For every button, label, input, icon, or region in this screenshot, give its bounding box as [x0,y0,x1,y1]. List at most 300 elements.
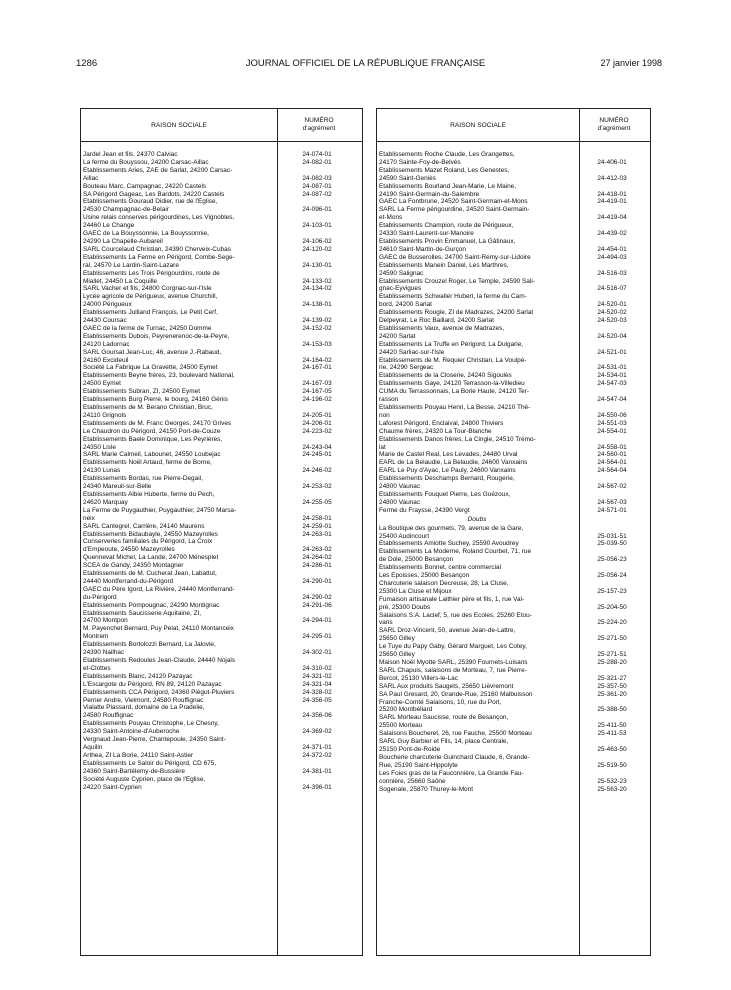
approval-number: 24-138-01 [302,301,332,309]
approval-number: 25-157-23 [597,587,627,595]
table-row [379,564,649,580]
establishment-name: Etablissements de la Closerie, 24240 Sigoulès [379,372,512,380]
establishment-name: Etablissements Bonnet, centre commercial Les Epoisses, 25000 Besançon [379,564,502,580]
table-row [83,736,361,752]
establishment-name: Etablissements Rougie, ZI de Madrazes, 24200 Sarlat [379,309,534,317]
table-row [83,151,361,159]
table-row [83,562,361,570]
table-row [83,167,361,183]
establishment-name: Etablissements Blanc, 24120 Pazayac [83,672,193,680]
establishment-name: Ferme du Fraysse, 24390 Vergt [379,506,470,514]
establishment-name: Etablissements Schwaller Hubert, la ferme du Cam- bord, 24200 Sarlat [379,293,527,309]
table-row [379,428,649,436]
establishment-name: Société Auguste Cyprien, place de l'Eglise, 24220 Saint-Cyprien [83,775,206,791]
table-row [379,525,649,541]
table-row [83,776,361,792]
approval-number: 25-463-50 [597,745,627,753]
table-row [379,183,649,199]
establishment-name: La ferme du Bouyssou, 24200 Carsac-Aillac [83,158,209,166]
approval-number: 24-223-02 [302,427,332,435]
establishment-name: SARL Vacher et fils, 24800 Corgnac-sur-l'Isle [83,285,212,293]
approval-number: 24-567-03 [597,498,627,506]
establishment-name: Etablissements Pompougnac, 24290 Montignac [83,601,220,609]
table-row [83,364,361,372]
approval-number: 24-494-03 [597,253,627,261]
table-row [379,372,649,380]
table-row [83,246,361,254]
establishment-name: Etablissements de M. Berano Christian, Bruc, 24110 Grignols [83,404,213,419]
table-row [379,659,649,667]
establishment-name: Etablissements Fouquet Pierre, Les Guézoux, 24800 Vaunac [379,490,511,506]
establishment-name: GAEC de Busserolles, 24700 Saint-Rémy-sur-Lidoire [379,253,531,261]
approval-number: 24-521-01 [597,348,627,356]
establishment-name: Etablissements Deschamps Bernard, Rougerie, 24800 Vaunac [379,475,515,491]
table-row [83,554,361,562]
approval-number: 24-454-01 [597,245,627,253]
establishment-name: Usine relais conserves périgourdines, Les Vignobles, 24460 Le Change [83,214,235,230]
table-row [83,641,361,657]
table-row [83,325,361,333]
table-row [83,720,361,736]
approval-number: 24-369-02 [302,728,332,736]
establishment-name: Société La Fabrique La Gravette, 24500 Eymet [83,364,218,372]
approval-number: 24-246-02 [302,467,332,475]
approval-number: 24-419-04 [597,214,627,222]
establishment-name: Etablissements de M. Franc Georges, 24170 Grives [83,419,232,427]
approval-number: 24-164-02 [302,356,332,364]
establishment-name: Boucherie charcuterie Guinchard Claude, 6, Grande- Rue, 25190 Saint-Hippolyte [379,753,530,769]
approval-number: 25-288-20 [597,659,627,666]
establishment-name: SARL Chapuis, salaisons de Morteau, 7, rue Pierre- Bercot, 25130 Villers-le-Lac [379,666,527,682]
approval-number: 24-286-01 [302,562,332,570]
page-number: 1286 [76,58,98,69]
table-row [379,167,649,183]
table-row [83,388,361,396]
establishment-name: Franche-Comté Salaisons, 10, rue du Port, 25200 Montbéliard [379,698,502,714]
establishment-name: SARL Droz-Vincent, 50, avenue Jean-de-Lattre, 25650 Gilley [379,627,516,643]
establishment-name: SARL La Ferme périgourdine, 24520 Saint-Germain- et-Mons [379,206,530,222]
establishment-name: Lycée agricole de Périgueux, avenue Churchill, 24000 Périgueux [83,293,218,309]
approval-number: 25-357-50 [597,682,627,690]
approval-number: 24-554-01 [597,427,627,435]
establishment-name: SARL Aux produits Saugets, 25650 Lièvremont [379,682,514,690]
right-table [376,108,651,956]
approval-number: 25-532-23 [597,777,627,785]
table-row [83,214,361,230]
table-row [83,673,361,681]
establishment-name: Etablissements Gouraud Didier, rue de l'Eglise, 24530 Champagnac-de-Belair [83,198,218,214]
table-row [379,548,649,564]
table-row [83,760,361,776]
approval-number: 24-255-05 [302,498,332,506]
table-row [83,191,361,199]
table-header [377,109,650,142]
approval-number: 24-419-01 [597,198,627,206]
approval-number: 24-087-01 [302,182,332,190]
table-row [83,436,361,452]
table-row [83,198,361,214]
establishment-name: SARL Marie Calmeil, Labounet, 24550 Loubejac [83,451,221,459]
approval-number: 24-130-01 [302,261,332,269]
establishment-name: Etablissements Vaux, avenue de Madrazes, 24200 Sarlat [379,324,505,340]
establishment-name: Etablissements Crouzel Roger, Le Temple, 24590 Sali- gnac-Eyvigues [379,277,535,293]
table-row [379,596,649,612]
approval-number: 24-106-02 [302,237,332,245]
establishment-name: Conserveries familiales du Périgord, La Croix d'Empeoute, 24550 Mazeyrolles [83,538,213,554]
establishment-name: SARL Goursat Jean-Luc, 46, avenue J.-Rabaud, 24160 Excideuil [83,348,222,364]
establishment-name: Delpeyrat, Le Roc Baillard, 24200 Sarlat [379,317,494,325]
table-row [379,451,649,459]
table-row [83,428,361,436]
table-row [379,699,649,715]
establishment-name: Etablissements Champion, route de Périgueux, 24330 Saint-Laurent-sur-Manoire [379,222,514,238]
approval-number: 24-133-02 [302,277,332,285]
establishment-name: Etablissements Dubois, Peyrenerenoc-de-la-Peyre, 24120 Ladornac [83,332,230,348]
establishment-name: Perrier Andre, Vielmont, 24580 Rouffignac [83,696,204,704]
establishment-name: SARL Courcelaud Christian, 24390 Cherveix-Cubas [83,245,231,253]
approval-number: 24-547-04 [597,396,627,404]
table-row [83,459,361,475]
table-row [83,657,361,673]
approval-number: 24-167-03 [302,380,332,388]
establishment-name: Quennevat Michel, La Lande, 24700 Ménesplet [83,554,219,562]
table-row [83,230,361,246]
establishment-name: SARL Morteau Saucisse, route de Besançon, 25500 Morteau [379,714,509,730]
approval-number: 25-321-27 [597,674,627,682]
approval-number: 24-139-02 [302,317,332,325]
approval-number: 24-167-01 [302,364,332,372]
establishment-name: Etablissements La Moderne, Roland Courbet, 71, rue de Dole, 25000 Besançon [379,548,532,564]
establishment-name: Etablissements Bordas, rue Pierre-Degail, 24340 Mareuil-sur-Belle [83,475,203,491]
approval-number: 24-439-02 [597,230,627,238]
approval-number: 24-520-03 [597,317,627,325]
approval-number: 24-371-01 [302,743,332,751]
table-row [379,691,649,699]
approval-number: 24-321-04 [302,680,332,688]
establishment-name: Etablissements Subran, ZI, 24500 Eymet [83,388,201,396]
approval-number: 24-263-02 [302,546,332,554]
approval-number: 24-082-01 [302,158,332,166]
table-row [83,285,361,293]
approval-number: 24-531-01 [597,364,627,372]
establishment-name: Fumaison artisanale Laithier père et fils, 1, rue Val- pré, 25300 Doubs [379,595,525,611]
establishment-name: Etablissements La Ferme en Périgord, Combe-Sege- ral, 24570 Le Lardin-Saint-Lazare [83,253,235,269]
approval-number: 24-550-06 [597,411,627,419]
approval-number: 24-243-04 [302,443,332,451]
table-row [379,278,649,294]
establishment-name: Etablissements Bortolozzi Bernard, La Jalovie, 24390 Nailhac [83,641,216,657]
establishment-name: Maison Noël Myotte SARL, 25390 Fournets-Luisans [379,659,528,666]
table-row [83,309,361,325]
establishment-name: Bouteau Marc, Campagnac, 24220 Castels [83,182,207,190]
establishment-name: SA Paul Gresard, 20, Grande-Rue, 25160 Malbuisson [379,690,533,698]
issue-date: 27 janvier 1998 [600,58,662,68]
table-row [379,238,649,254]
table-row [83,602,361,610]
establishment-name: Le Tuye du Papy Gaby, Gérard Marguet, Les Cotey, 25650 Gilley [379,643,527,659]
approval-number: 24-551-03 [597,419,627,427]
establishment-name: Etablissements Les Trois Périgourdins, route de Miallet, 24450 La Coquille [83,269,220,285]
approval-number: 24-153-03 [302,340,332,348]
approval-number: 24-291-06 [302,601,332,609]
establishment-name: Etablissements Bourland Jean-Marie, Le Maine, 24190 Saint-Germain-du-Salembre [379,182,517,198]
establishment-name: GAEC du Père Igord, La Rivière, 24440 Montferrand- du-Périgord [83,585,235,601]
establishment-name: Etablissements Aries, ZAE de Sarlat, 24200 Carsac- Aillac [83,166,233,182]
approval-number: 24-302-01 [302,649,332,657]
col-header-number: NUMÉRO d'agrément [302,117,336,132]
establishment-name: Laforest Périgord, Enclaival, 24800 Thiviers [379,419,504,427]
approval-number: 24-321-02 [302,672,332,680]
establishment-name: Etablissements Amiotte Suchey, 25590 Avoudrey [379,540,519,548]
establishment-name: Vergnaud Jean-Pierre, Chantepoule, 24350 Saint- Aquilin [83,736,226,751]
establishment-name: La Boutique des gourmets, 79, avenue de la Gare, 25400 Audincourt [379,524,524,540]
establishment-name: Vialatte Plassard, domaine de La Pradelie, 24580 Rouffignac [83,704,205,720]
table-row [83,254,361,270]
left-table [80,108,363,956]
approval-number: 24-264-02 [302,554,332,562]
approval-number: 25-271-51 [597,651,627,659]
table-row [83,689,361,697]
establishment-name: GAEC La Fontbrune, 24520 Saint-Germain-et-Mons [379,198,528,206]
table-row [83,704,361,720]
establishment-name: EARL de La Belaudie, La Belaudie, 24600 Vanxains [379,459,528,467]
establishment-name: Etablissements de M. Cucherat Jean, Labattut, 24440 Montferrand-du-Périgord [83,570,217,585]
table-row [83,507,361,523]
table-row [379,540,649,548]
table-row [83,538,361,554]
table-row [379,683,649,691]
table-row [83,475,361,491]
approval-number: 24-253-02 [302,483,332,491]
table-row [83,293,361,309]
establishment-name: Etablissements Julliand François, Le Petit Cerf, 24430 Coursac [83,309,218,325]
approval-number: 24-167-05 [302,388,332,396]
table-row [83,404,361,420]
establishment-name: Etablissements Gaye, 24120 Terrasson-la-Villedieu [379,380,525,388]
approval-number: 25-411-53 [597,730,627,738]
table-row [83,570,361,586]
establishment-name: Etablissements CCA Périgord, 24360 Piégut-Pluviers [83,688,235,696]
establishment-name: Etablissements Provin Emmanuel, La Gâtinaux, 24610 Saint-Martin-de-Gurçon [379,237,516,253]
establishment-name: Etablissements Burg Pierre, le bourg, 24160 Génis [83,396,228,404]
approval-number: 24-372-02 [302,751,332,759]
approval-number: 24-571-01 [597,506,627,514]
approval-number: 25-056-23 [597,556,627,564]
table-header [81,109,362,142]
table-row [379,388,649,404]
establishment-name: Marie de Castel Real, Les Levades, 24480 Urval [379,451,518,459]
approval-number: 25-411-50 [597,722,627,730]
approval-number: 24-520-04 [597,332,627,340]
table-row [379,580,649,596]
approval-number: 24-263-01 [302,530,332,538]
establishment-name: Jardel Jean et fils, 24370 Calviac [83,151,178,158]
table-row [83,159,361,167]
table-row [83,183,361,191]
approval-number: 24-294-01 [302,617,332,625]
approval-number: 24-082-03 [302,174,332,182]
table-row [83,752,361,760]
approval-number: 25-224-20 [597,619,627,627]
approval-number: 24-328-02 [302,688,332,696]
establishment-name: Etablissements Noël Artaud, ferme de Borne, 24130 Lunas [83,459,212,475]
approval-number: 24-520-02 [597,309,627,317]
establishment-name: M. Payenchet Bernard, Puy Pelat, 24110 Montanceix Montrem [83,625,234,641]
approval-number: 24-412-03 [597,174,627,182]
table-row [83,270,361,286]
approval-number: 24-205-01 [302,411,332,419]
establishment-name: Chaume frères, 24320 La Tour-Blanche [379,427,492,435]
table-row [83,349,361,365]
approval-number: 24-245-01 [302,451,332,459]
table-row [379,730,649,738]
approval-number: 25-563-20 [597,785,627,793]
table-row [379,206,649,222]
table-row [379,420,649,428]
establishment-name: EARL Le Puy d'Ayac, Le Pauly, 24600 Vanxains [379,467,516,475]
approval-number: 24-516-07 [597,285,627,293]
approval-number: 24-534-01 [597,372,627,380]
approval-number: 24-396-01 [302,783,332,791]
establishment-name: Etablissements La Truffe en Périgord, La Dulgarie, 24420 Sarliac-sur-l'Isle [379,340,524,356]
establishment-name: Etablissements Le Saloir du Périgord, CD 675, 24360 Saint-Bartélemy-de-Bussière [83,759,217,775]
table-row [83,531,361,539]
establishment-name: L'Escargote du Périgord, RN 89, 24120 Pazayac [83,680,222,688]
approval-number: 24-558-01 [597,443,627,451]
establishment-name: SARL Cantegrel, Carrière, 24140 Maurens [83,522,205,530]
approval-number: 24-206-01 [302,419,332,427]
approval-number: 24-520-01 [597,301,627,309]
table-row [379,309,649,317]
establishment-name: Salaisons S.A. Laclef, 5, rue des Ecoles, 25260 Etou- vans [379,611,532,627]
table-row [379,325,649,341]
approval-number: 24-310-02 [302,664,332,672]
table-row [379,667,649,683]
journal-title: JOURNAL OFFICIEL DE LA RÉPUBLIQUE FRANÇAISE [245,58,486,69]
table-row [379,786,649,794]
approval-number: 24-120-02 [302,245,332,253]
establishment-name: Etablissements Danos frères, La Cingle, 24510 Trémo- lat [379,435,536,451]
table-row [83,681,361,689]
col-header-name: RAISON SOCIALE [151,121,207,129]
table-row [379,357,649,373]
establishment-name: Etablissements de M. Requier Christian, La Voulpé- rie, 24290 Sergeac [379,356,527,372]
table-row [379,341,649,357]
approval-number: 25-519-50 [597,761,627,769]
table-row [83,625,361,641]
approval-number: 24-259-01 [302,522,332,530]
approval-number: 24-564-01 [597,459,627,467]
table-row [379,380,649,388]
approval-number: 24-356-05 [302,696,332,704]
table-row [379,770,649,786]
approval-number: 25-056-24 [597,572,627,580]
establishment-name: Etablissements Beyne frères, 23, boulevard National, 24500 Eymet [83,372,235,388]
establishment-name: Etablissements Baele Dominique, Les Peyrières, 24350 Lisle [83,435,223,451]
table-row [379,293,649,309]
establishment-name: GAEC de La Bouyssonnie, La Bouyssonnie, 24290 La Chapelle-Aubareil [83,230,209,245]
table-row [83,523,361,531]
table-row [379,754,649,770]
table-row [379,738,649,754]
table-row [83,451,361,459]
table-row [379,714,649,730]
establishment-name: Etablissements Albie Huberte, ferme du Pech, 24620 Marquay [83,490,215,506]
establishment-name: Etablissements Redoules Jean-Claude, 24440 Nojals et-Clottes [83,657,236,672]
table-row [379,627,649,643]
establishment-name: Les Foies gras de la Fauconnière, La Grande Fau- connière, 25660 Saône [379,769,524,785]
approval-number: 24-134-02 [302,285,332,293]
establishment-name: GAEC de la ferme de Turnac, 24250 Domme [83,324,212,332]
table-rows [379,151,649,793]
establishment-name: Charcuterie salaison Decreuse, 28, La Cluse, 25300 La Cluse et Mijoux [379,579,509,595]
table-row [379,151,649,167]
approval-number: 24-096-01 [302,206,332,214]
approval-number: 25-039-50 [597,540,627,548]
approval-number: 24-418-01 [597,190,627,198]
approval-number: 25-204-50 [597,603,627,611]
table-row [83,697,361,705]
table-rows [83,151,361,791]
approval-number: 24-567-02 [597,483,627,491]
approval-number: 24-356-06 [302,712,332,720]
establishment-name: SA Périgord Gageac, Les Bardots, 24220 Castels [83,190,225,198]
table-row [83,420,361,428]
section-heading: Doubs [467,515,487,523]
establishment-name: Etablissements Roche Claude, Les Grangettes, 24170 Sainte-Foy-de-Belvès [379,151,515,166]
establishment-name: Arthea, ZI La Borie, 24110 Saint-Astier [83,751,194,759]
establishment-name: SARL Guy Barbier et Fils, 14, place Centrale, 25150 Pont-de-Roide [379,738,509,753]
table-row [379,475,649,491]
approval-number: 24-564-04 [597,467,627,475]
approval-number: 25-361-20 [597,690,627,698]
approval-number: 24-406-01 [597,158,627,166]
col-header-number: NUMÉRO d'agrément [597,117,631,132]
table-row [83,396,361,404]
table-row [379,459,649,467]
establishment-name: Le Chaudron du Périgord, 24150 Port-de-Couze [83,427,221,435]
table-row [379,404,649,420]
table-row [83,610,361,626]
establishment-name: Etablissements Pouyau Christophe, Le Chesny, 24330 Saint-Antoine-d'Auberoche [83,720,219,736]
establishment-name: Etablissements Bidaubayle, 24550 Mazeyrolles [83,530,218,538]
approval-number: 25-031-51 [597,532,627,540]
approval-number: 24-087-02 [302,190,332,198]
table-row [379,317,649,325]
approval-number: 24-074-01 [302,151,332,158]
establishment-name: Etablissements Saucisserie Aquitaine, ZI, 24700 Montpon [83,609,202,625]
establishment-name: Etablissements Pouyau Henri, La Besse, 24210 Thé- non [379,404,531,419]
approval-number: 24-103-01 [302,222,332,230]
approval-number: 24-258-01 [302,514,332,522]
establishment-name: Sogenale, 25870 Thurey-le-Mont [379,785,474,793]
approval-number: 24-196-02 [302,396,332,404]
table-row [379,198,649,206]
table-row [379,222,649,238]
approval-number: 24-547-03 [597,380,627,388]
approval-number: 25-388-50 [597,706,627,714]
table-row [83,372,361,388]
establishment-name: La Ferme de Puygauthier, Puygauthier, 24750 Marsa- neix [83,506,237,522]
establishment-name: Etablissements Mazet Roland, Les Genestes, 24590 Saint-Geniès [379,166,510,182]
establishment-name: Etablissements Manein Daniel, Les Marthres, 24590 Salignac [379,261,509,277]
approval-number: 24-381-01 [302,767,332,775]
table-row [83,491,361,507]
table-row [379,436,649,452]
table-row [379,254,649,262]
col-header-name: RAISON SOCIALE [450,121,506,129]
table-row [379,612,649,628]
